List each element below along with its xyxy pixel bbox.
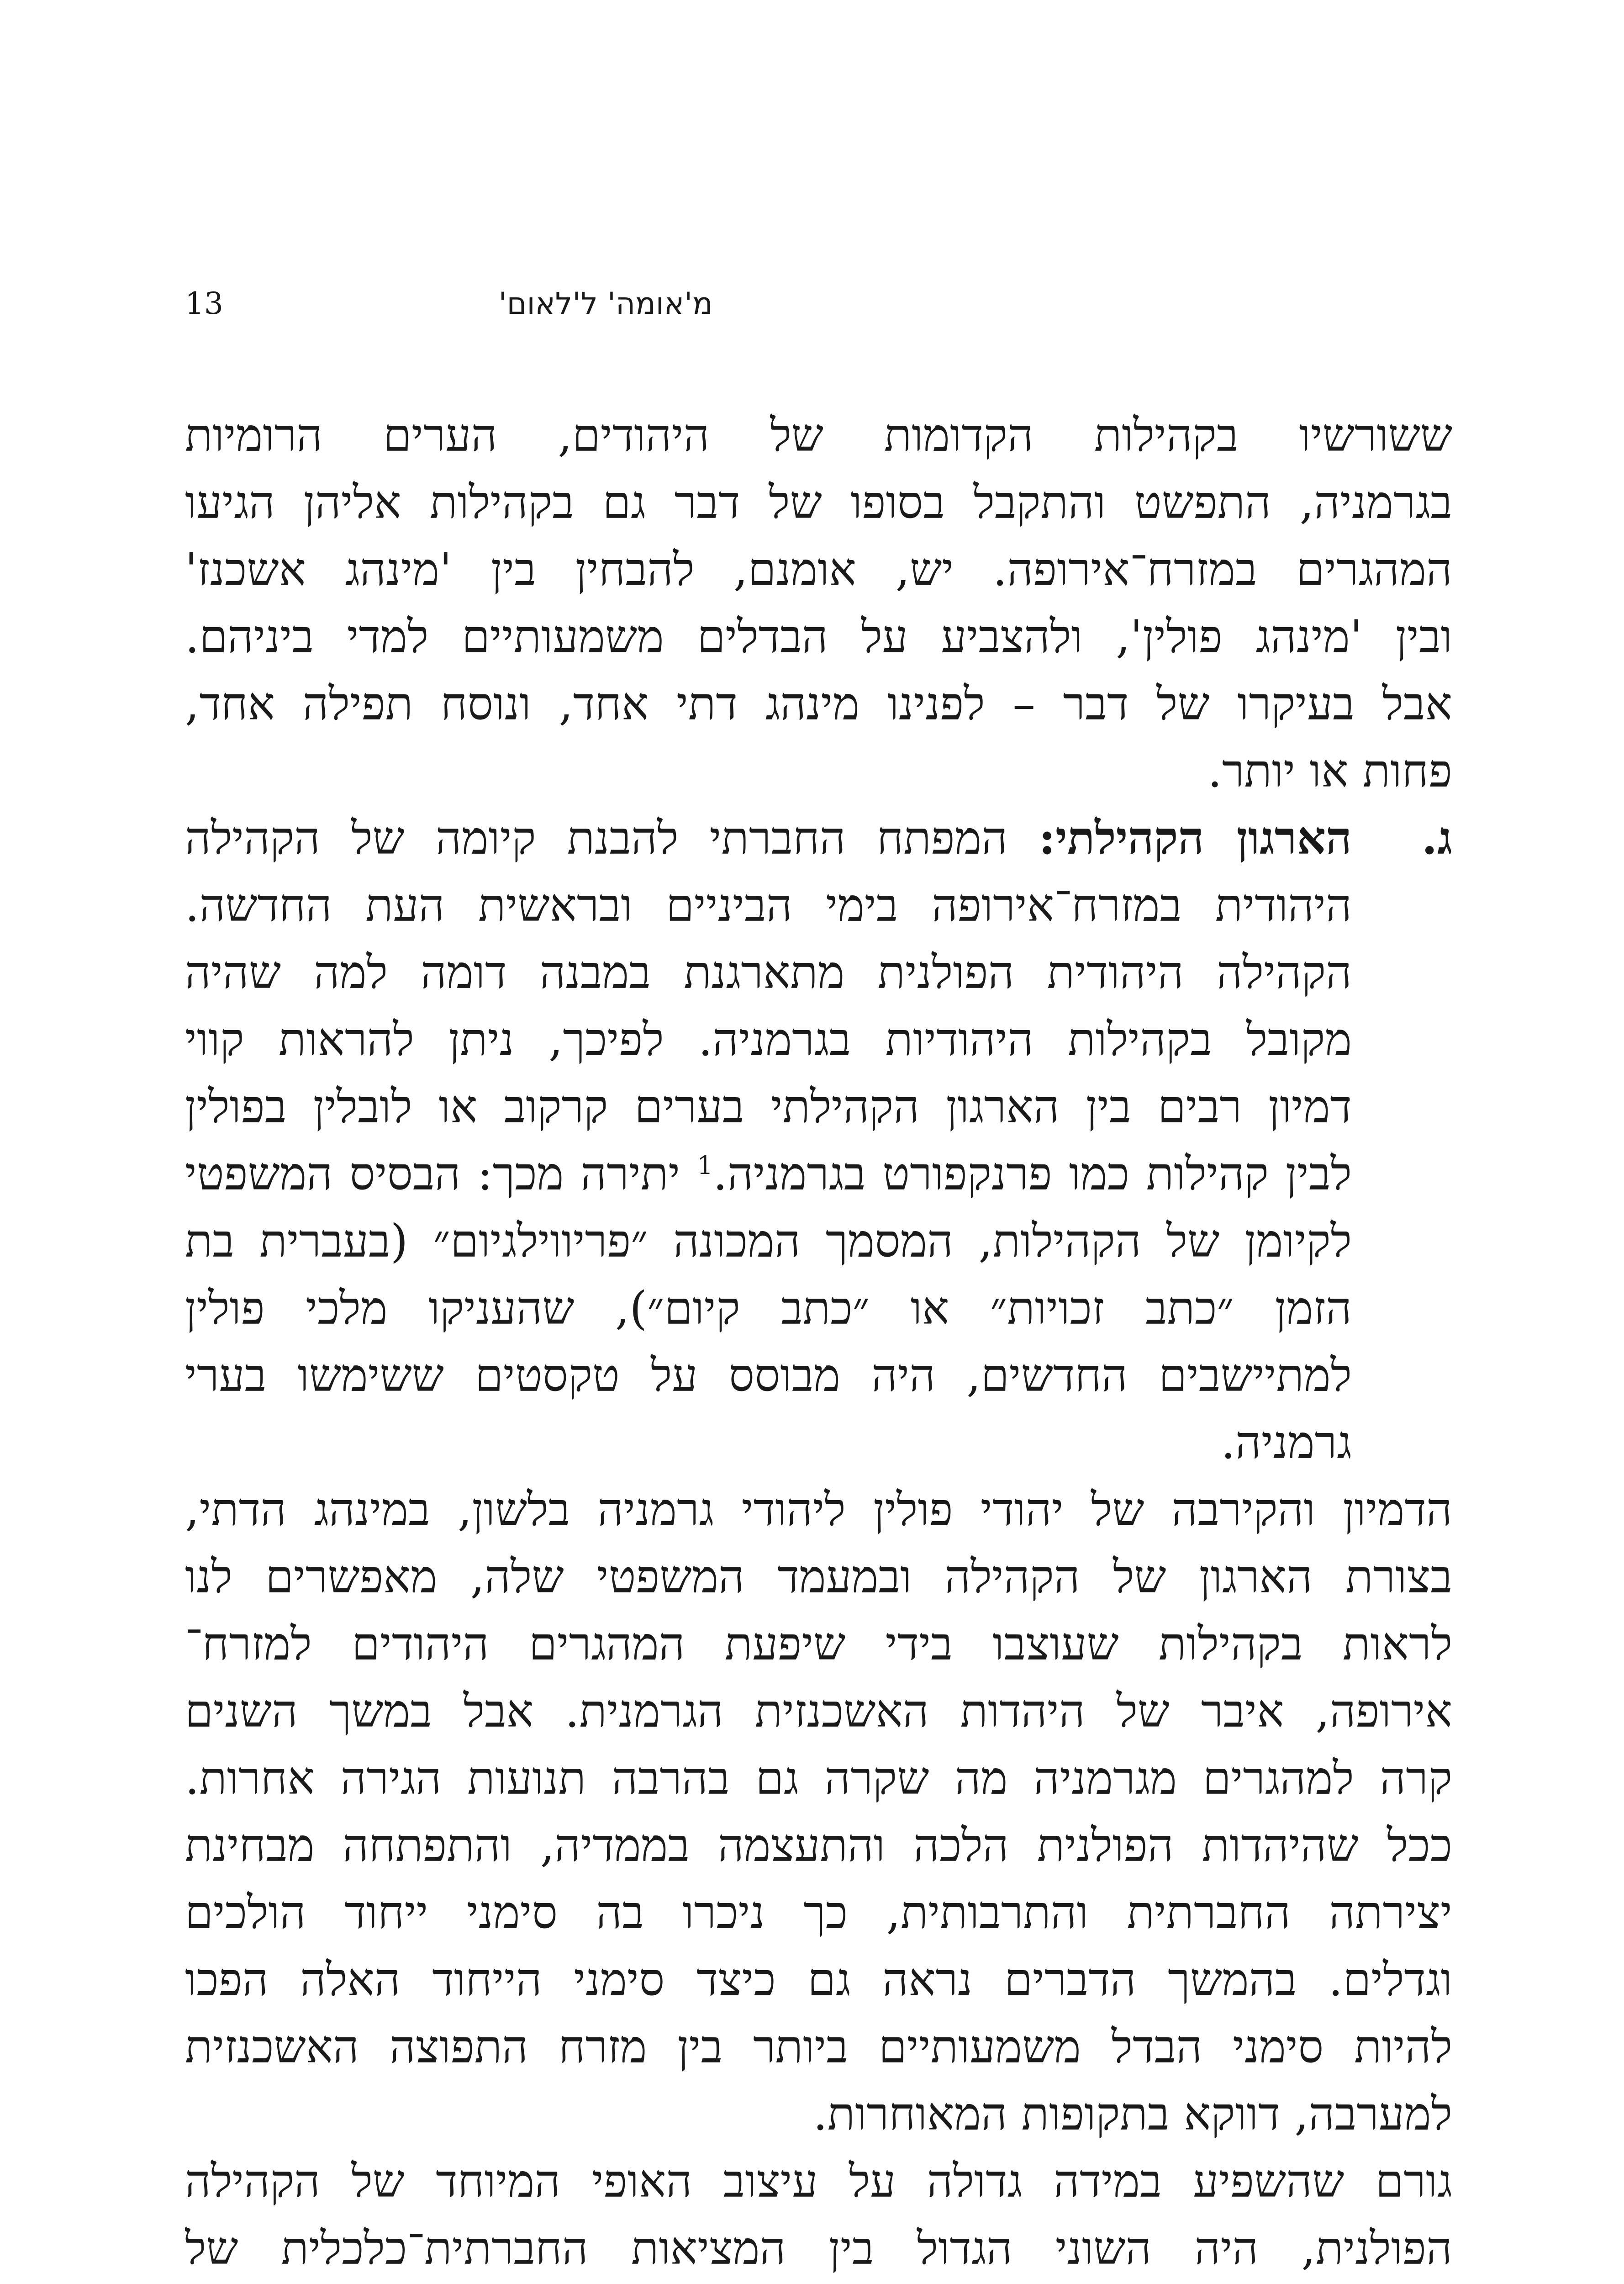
- paragraph-3: [185, 2148, 1452, 2284]
- text-line: להיות סימני הבדל משמעותיים ביותר בין מזרח התפוצה האשכנזית: [185, 2021, 1452, 2073]
- text-line: הזמן ״כתב זכויות״ או ״כתב קיום״), שהעניקו מלכי פולין: [185, 1282, 1352, 1335]
- running-header: [185, 283, 1439, 324]
- text-line: בגרמניה, התפשט והתקבל בסופו של דבר גם בקהילות אליהן הגיעו: [185, 476, 1452, 529]
- text-line: המהגרים במזרח־אירופה. יש, אומנם, להבחין בין 'מינהג אשכנז': [185, 544, 1452, 596]
- text-fragment: יתירה מכך: הבסיס המשפטי: [185, 1148, 680, 1200]
- text-line: הפולנית, היה השוני הגדול בין המציאות החברתית־כלכלית של: [185, 2222, 1452, 2275]
- text-line: מקובל בקהילות היהודיות בגרמניה. לפיכך, ניתן להראות קווי: [185, 1014, 1352, 1066]
- text-line: גורם שהשפיע במידה גדולה על עיצוב האופי המיוחד של הקהילה: [185, 2155, 1452, 2208]
- list-item-heading: הארגון הקהילתי:: [1039, 812, 1352, 865]
- text-line: [185, 2282, 1452, 2284]
- text-line: לקיומן של הקהילות, המסמך המכונה ״פריווילגיום״ (בעברית בת: [185, 1215, 1352, 1268]
- text-line: גרמניה.: [1221, 1417, 1352, 1469]
- text-line: למערבה, דווקא בתקופות המאוחרות.: [813, 2088, 1452, 2141]
- text-line: דמיון רבים בין הארגון הקהילתי בערים קרקוב או לובלין בפולין: [185, 1081, 1352, 1133]
- text-line: בצורת הארגון של הקהילה ובמעמד המשפטי שלה, מאפשרים לנו: [185, 1551, 1452, 1603]
- paragraph-2: [185, 1476, 1452, 2148]
- list-item-marker: ג.: [1421, 812, 1452, 865]
- text-fragment: המפתח החברתי להבנת קיומה של הקהילה: [185, 812, 1008, 865]
- text-fragment: לבין קהילות כמו פרנקפורט בגרמניה.: [713, 1148, 1352, 1200]
- text-line: למתיישבים החדשים, היה מבוסס על טקסטים ששימשו בערי: [185, 1349, 1352, 1402]
- text-line: הדמיון והקירבה של יהודי פולין ליהודי גרמניה בלשון, במינהג הדתי,: [185, 1484, 1452, 1536]
- footnote-ref: 1: [697, 1151, 713, 1180]
- page-number: 13: [185, 286, 223, 321]
- list-item-g: [185, 805, 1452, 1476]
- paragraph-1: [185, 402, 1452, 805]
- text-line: לראות בקהילות שעוצבו בידי שיפעת המהגרים היהודים למזרח־: [185, 1618, 1452, 1671]
- text-line: פחות או יותר.: [1207, 745, 1452, 798]
- text-line: אירופה, איבר של היהדות האשכנזית הגרמנית. אבל במשך השנים: [185, 1685, 1452, 1738]
- body-text: [185, 402, 1452, 2284]
- text-line: קרה למהגרים מגרמניה מה שקרה גם בהרבה תנועות הגירה אחרות.: [185, 1752, 1452, 1805]
- text-line: היהודית במזרח־אירופה בימי הביניים ובראשית העת החדשה.: [185, 879, 1352, 932]
- text-line: ככל שהיהדות הפולנית הלכה והתעצמה בממדיה, והתפתחה מבחינת: [185, 1819, 1452, 1872]
- text-line: וגדלים. בהמשך הדברים נראה גם כיצד סימני הייחוד האלה הפכו: [185, 1954, 1452, 2006]
- text-line: ששורשיו בקהילות הקדומות של היהודים, הערים הרומיות: [185, 409, 1452, 462]
- text-line: יצירתה החברתית והתרבותית, כך ניכרו בה סימני ייחוד הולכים: [185, 1887, 1452, 1939]
- text-line: [185, 1141, 1452, 1208]
- list-item-first-line: [185, 805, 1452, 872]
- text-line: אבל בעיקרו של דבר – לפנינו מינהג דתי אחד, ונוסח תפילה אחד,: [185, 678, 1452, 730]
- text-line: הקהילה היהודית הפולנית מתארגנת במבנה דומה למה שהיה: [185, 946, 1352, 999]
- running-title: מ'אומה' ל'לאום': [498, 286, 713, 321]
- text-line: ובין 'מינהג פולין', ולהצביע על הבדלים משמעותיים למדי ביניהם.: [185, 611, 1452, 663]
